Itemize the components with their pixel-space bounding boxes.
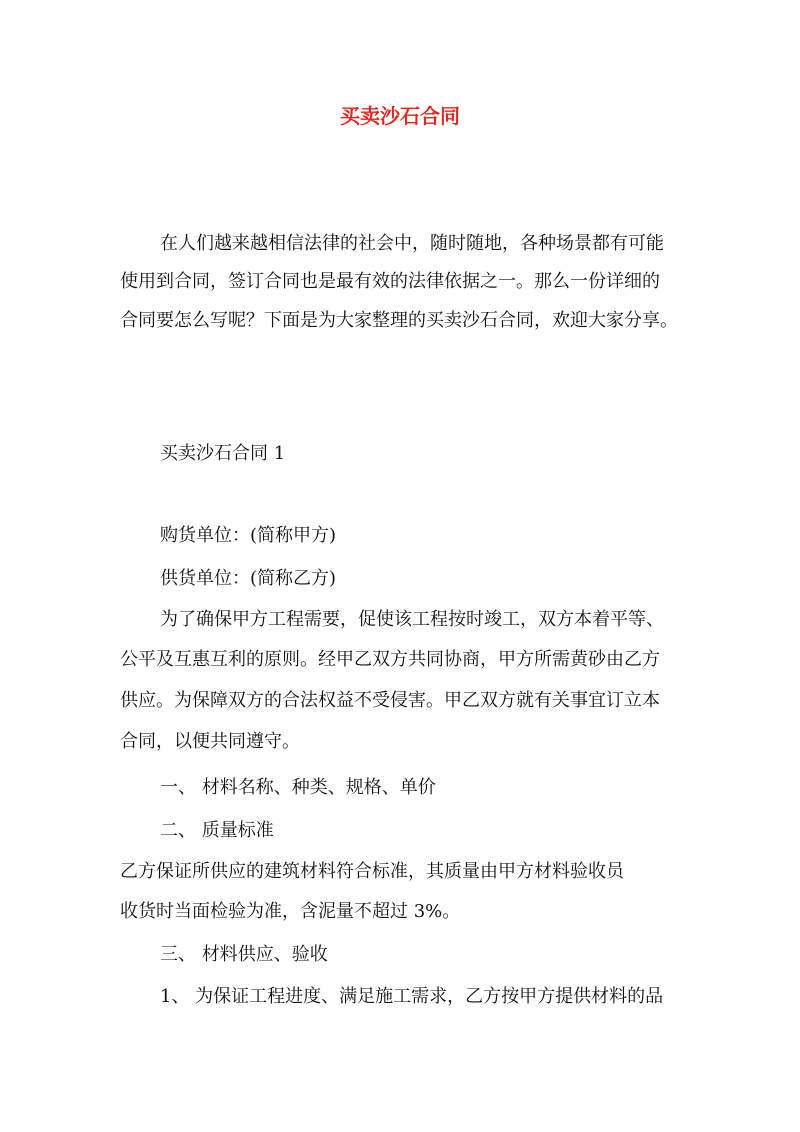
section-heading: 买卖沙石合同 1: [160, 443, 286, 464]
document-title: 买卖沙石合同: [340, 104, 460, 128]
intro-line: 合同要怎么写呢？下面是为大家整理的买卖沙石合同，欢迎大家分享。: [120, 310, 678, 331]
clause-heading: 一、 材料名称、种类、规格、单价: [160, 777, 436, 798]
clause-heading: 二、 质量标准: [160, 820, 274, 841]
purpose-line: 为了确保甲方工程需要，促使该工程按时竣工，双方本着平等、: [160, 609, 664, 630]
quality-line: 乙方保证所供应的建筑材料符合标准，其质量由甲方材料验收员: [120, 861, 624, 882]
purpose-line: 合同，以便共同遵守。: [120, 731, 300, 752]
purpose-line: 公平及互惠互利的原则。经甲乙双方共同协商，甲方所需黄砂由乙方: [120, 649, 660, 670]
clause-item: 1、 为保证工程进度、满足施工需求，乙方按甲方提供材料的品: [160, 986, 664, 1007]
seller-line: 供货单位：(简称乙方): [160, 568, 337, 589]
clause-heading: 三、 材料供应、验收: [160, 944, 328, 965]
intro-line: 使用到合同，签订合同也是最有效的法律依据之一。那么一份详细的: [120, 271, 660, 292]
buyer-line: 购货单位：(简称甲方): [160, 525, 337, 546]
intro-line: 在人们越来越相信法律的社会中，随时随地，各种场景都有可能: [160, 233, 664, 254]
purpose-line: 供应。为保障双方的合法权益不受侵害。甲乙双方就有关事宜订立本: [120, 690, 660, 711]
quality-line: 收货时当面检验为准，含泥量不超过 3%。: [120, 901, 461, 922]
